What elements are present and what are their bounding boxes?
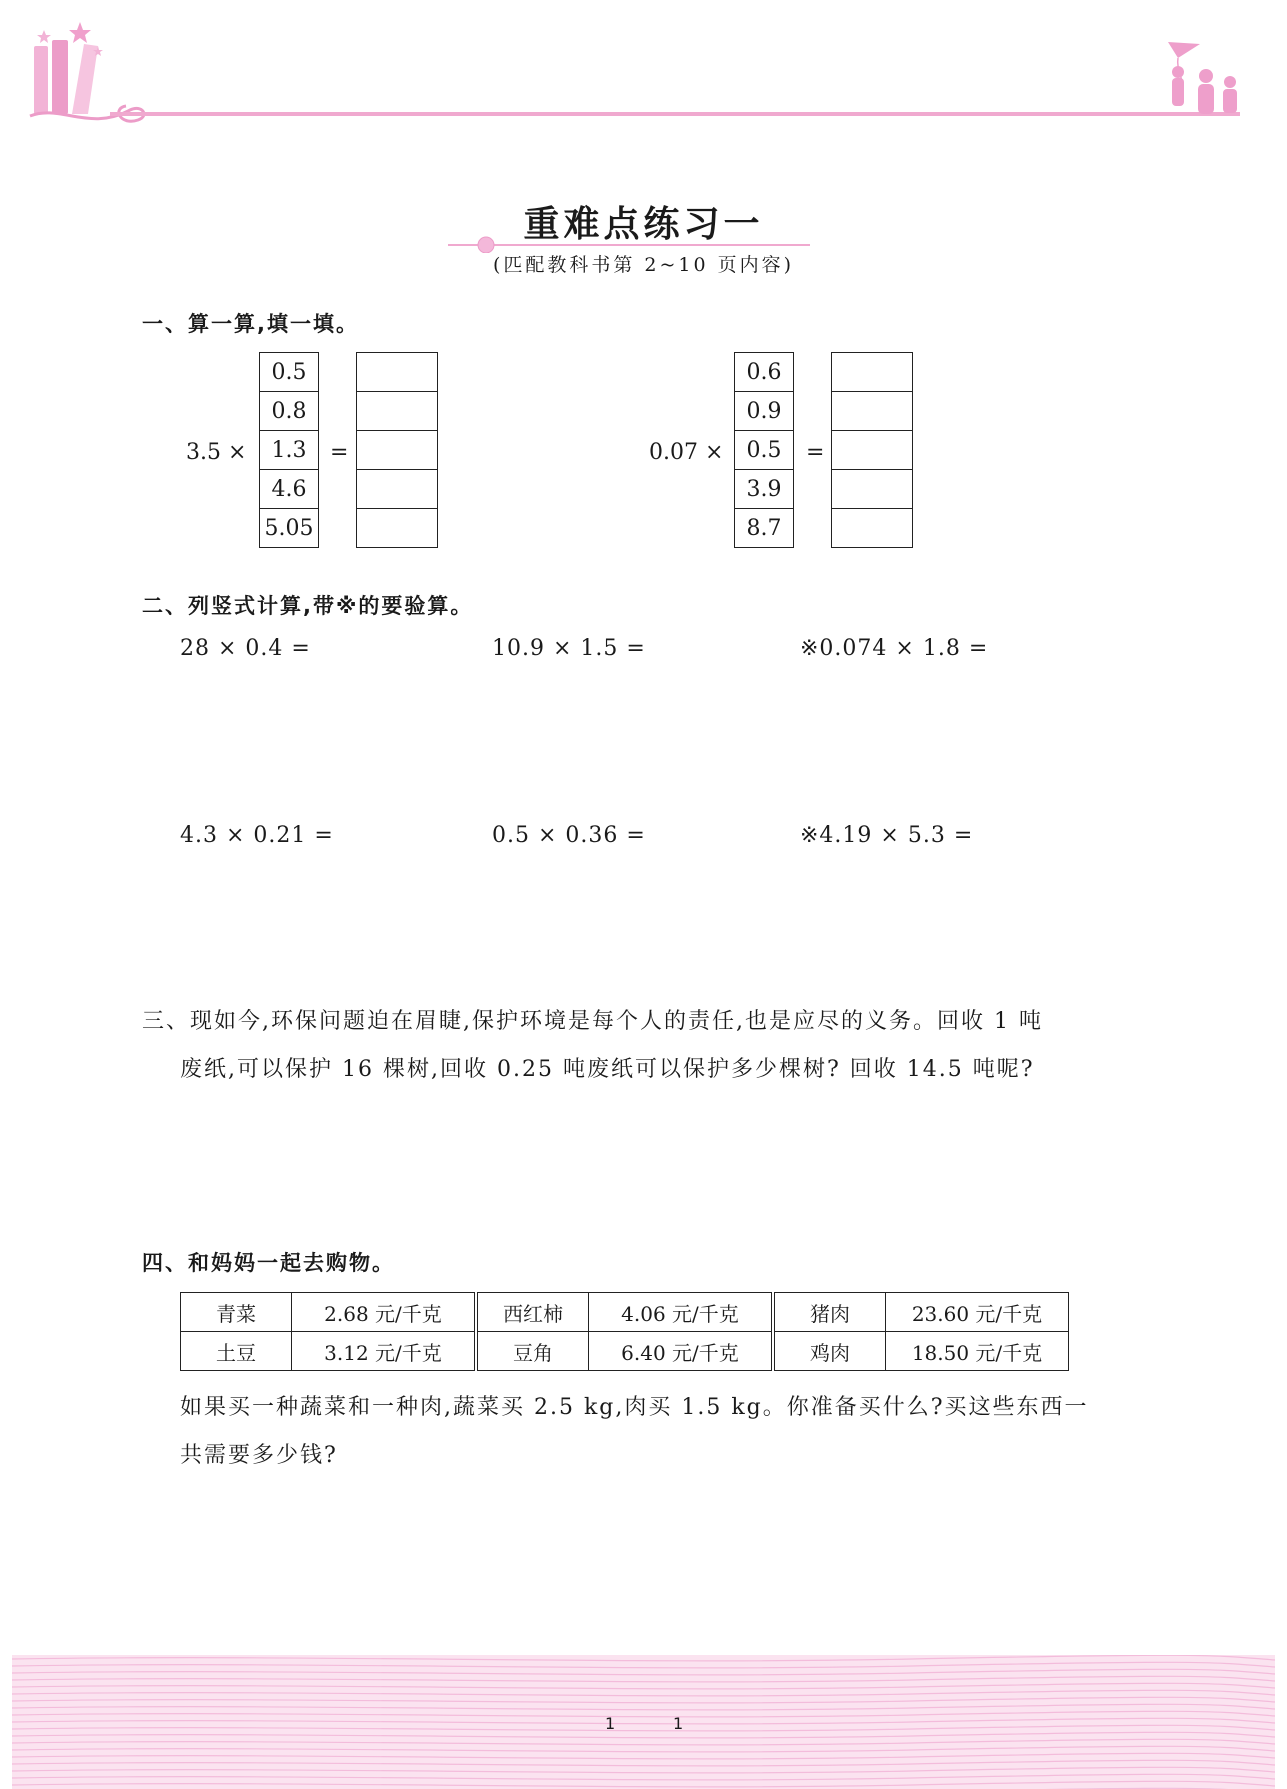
- value-cell: 0.8: [260, 392, 319, 431]
- value-cell: 4.6: [260, 470, 319, 509]
- right-multiplier: 0.07 ×: [649, 440, 724, 465]
- left-multiplier: 3.5 ×: [186, 440, 247, 465]
- right-equals: =: [806, 440, 825, 465]
- left-equals: =: [330, 440, 349, 465]
- right-values-column: [734, 352, 794, 548]
- books-stars-ornament: [30, 22, 144, 121]
- answer-box[interactable]: [357, 470, 438, 509]
- answer-box[interactable]: [832, 392, 913, 431]
- section2-heading: 二、列竖式计算,带※的要验算。: [142, 594, 474, 618]
- table-cell: 鸡肉: [773, 1332, 886, 1371]
- right-answer-column: [831, 352, 913, 548]
- table-row: [181, 1332, 1069, 1371]
- answer-box[interactable]: [832, 470, 913, 509]
- value-cell: 1.3: [260, 431, 319, 470]
- section4-line2: 共需要多少钱?: [180, 1443, 338, 1468]
- section3-line1: 三、现如今,环保问题迫在眉睫,保护环境是每个人的责任,也是应尽的义务。回收 1 吨: [142, 1009, 1043, 1034]
- left-values-column: [259, 352, 319, 548]
- value-cell: 0.5: [735, 431, 794, 470]
- problem: ※0.074 × 1.8 =: [800, 636, 989, 661]
- price-table: [180, 1292, 1069, 1371]
- header-decoration: [0, 0, 1287, 140]
- page-title: 重难点练习一: [523, 203, 764, 245]
- page-number-left: 1: [605, 1714, 616, 1733]
- table-cell: 青菜: [181, 1293, 292, 1332]
- problem: 28 × 0.4 =: [180, 636, 311, 661]
- footer-wave-band: [12, 1655, 1275, 1789]
- table-cell: 豆角: [476, 1332, 589, 1371]
- answer-box[interactable]: [832, 509, 913, 548]
- table-row: [181, 1293, 1069, 1332]
- table-cell: 6.40 元/千克: [589, 1332, 774, 1371]
- answer-box[interactable]: [357, 431, 438, 470]
- value-cell: 0.5: [260, 353, 319, 392]
- header-rule: [110, 112, 1240, 116]
- problem: ※4.19 × 5.3 =: [800, 823, 974, 848]
- section3-line2: 废纸,可以保护 16 棵树,回收 0.25 吨废纸可以保护多少棵树? 回收 14.5 吨呢?: [180, 1057, 1035, 1082]
- page-subtitle: (匹配教科书第 2~10 页内容): [492, 254, 795, 276]
- section4-line1: 如果买一种蔬菜和一种肉,蔬菜买 2.5 kg,肉买 1.5 kg。你准备买什么?买这些东西一: [180, 1395, 1089, 1420]
- answer-box[interactable]: [357, 392, 438, 431]
- table-cell: 3.12 元/千克: [292, 1332, 477, 1371]
- answer-box[interactable]: [832, 353, 913, 392]
- table-cell: 西红柿: [476, 1293, 589, 1332]
- table-cell: 18.50 元/千克: [886, 1332, 1069, 1371]
- problem: 10.9 × 1.5 =: [492, 636, 646, 661]
- value-cell: 5.05: [260, 509, 319, 548]
- problem: 0.5 × 0.36 =: [492, 823, 646, 848]
- value-cell: 3.9: [735, 470, 794, 509]
- value-cell: 0.9: [735, 392, 794, 431]
- answer-box[interactable]: [357, 509, 438, 548]
- answer-box[interactable]: [832, 431, 913, 470]
- table-cell: 2.68 元/千克: [292, 1293, 477, 1332]
- left-answer-column: [356, 352, 438, 548]
- table-cell: 土豆: [181, 1332, 292, 1371]
- family-kite-silhouette: [1168, 42, 1237, 114]
- value-cell: 8.7: [735, 509, 794, 548]
- problem: 4.3 × 0.21 =: [180, 823, 334, 848]
- section4-heading: 四、和妈妈一起去购物。: [142, 1251, 395, 1275]
- table-cell: 23.60 元/千克: [886, 1293, 1069, 1332]
- page-number-right: 1: [673, 1714, 684, 1733]
- table-cell: 4.06 元/千克: [589, 1293, 774, 1332]
- value-cell: 0.6: [735, 353, 794, 392]
- answer-box[interactable]: [357, 353, 438, 392]
- table-cell: 猪肉: [773, 1293, 886, 1332]
- section1-heading: 一、算一算,填一填。: [142, 312, 359, 336]
